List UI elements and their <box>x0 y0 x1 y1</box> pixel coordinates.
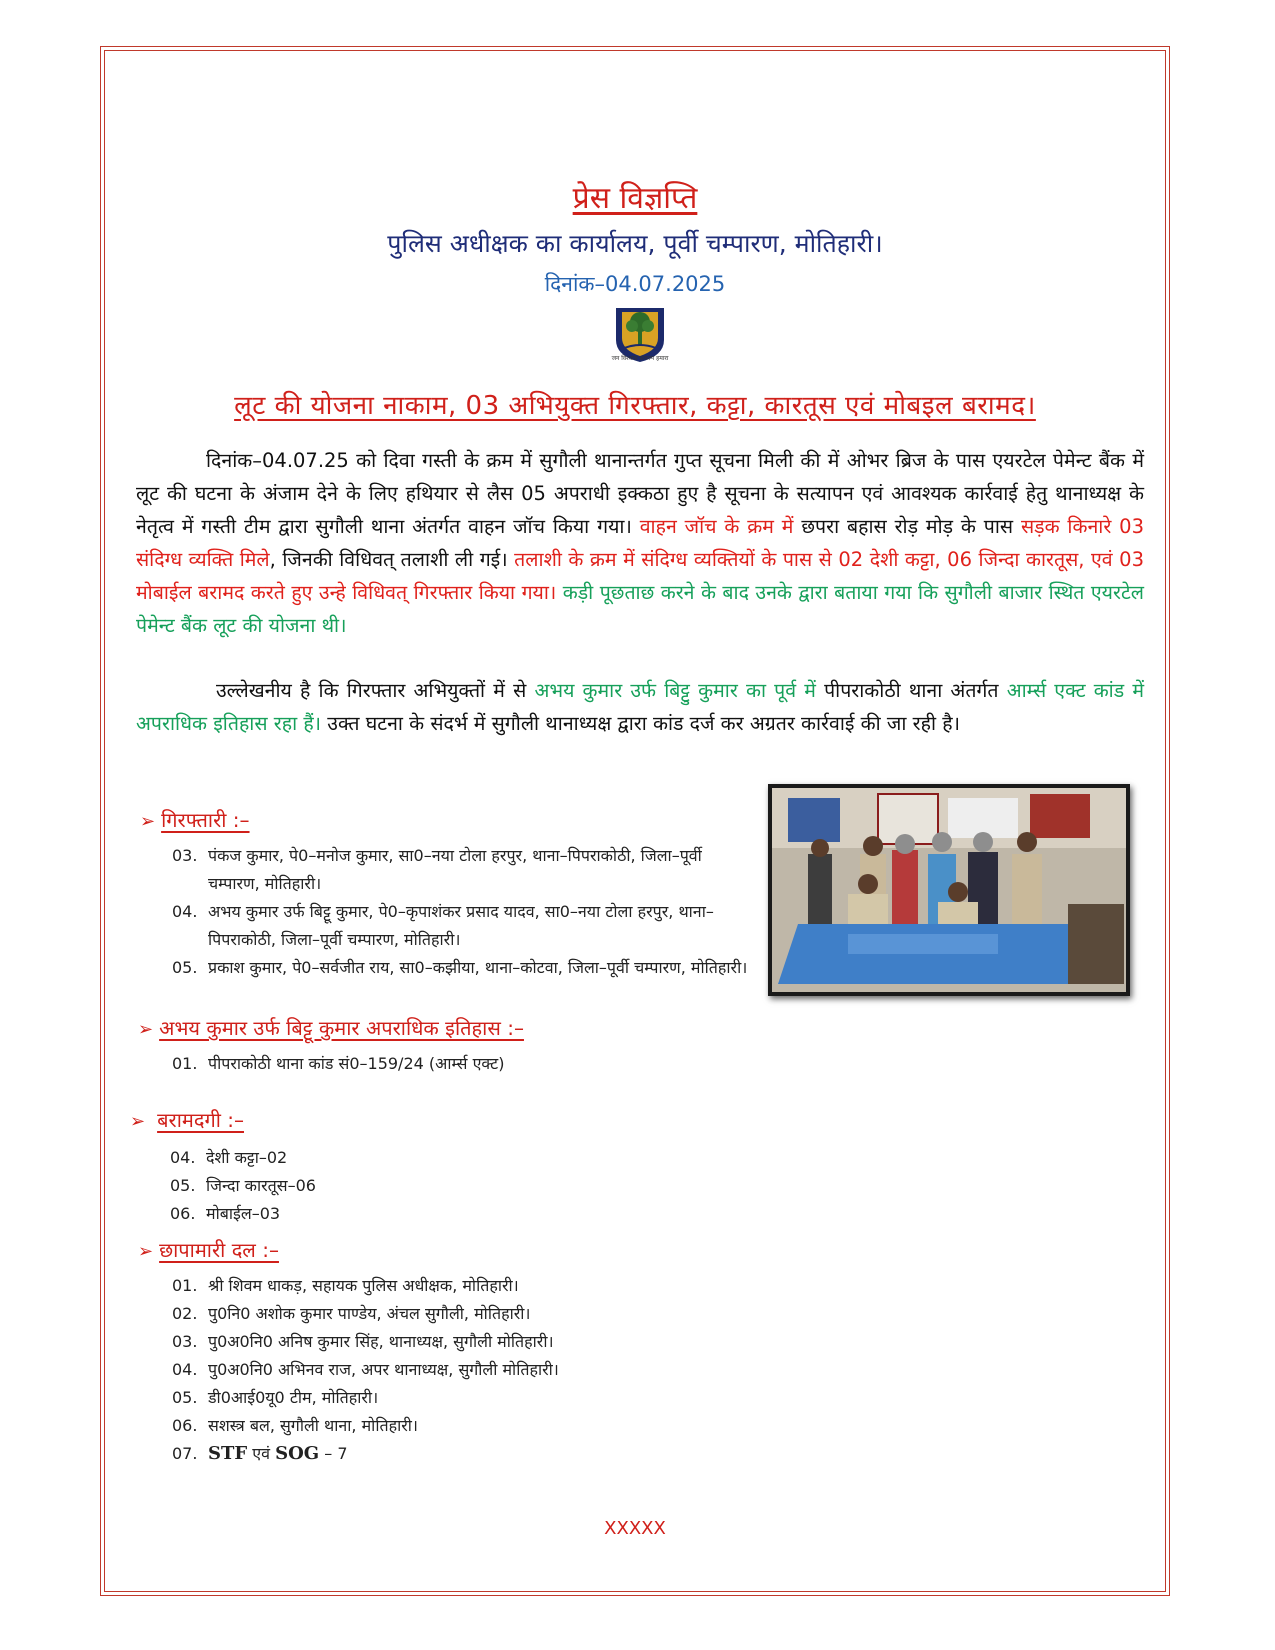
arrow-icon: ➢ <box>138 1241 154 1262</box>
list-item: 05. प्रकाश कुमार, पे0–सर्वजीत राय, सा0–कझीया, थाना–कोटवा, जिला–पूर्वी चम्पारण, मोतिहारी। <box>172 958 748 977</box>
release-date: दिनांक–04.07.2025 <box>544 272 726 296</box>
list-item: 04. देशी कट्टा–02 <box>170 1148 288 1167</box>
list-item: 01. श्री शिवम धाकड़, सहायक पुलिस अधीक्षक, मोतिहारी। <box>172 1276 519 1295</box>
recovery-heading: ➢ बरामदगी :– <box>130 1108 244 1132</box>
arrow-icon: ➢ <box>140 811 156 832</box>
list-item: 04. अभय कुमार उर्फ बिट्टू कुमार, पे0–कृपाशंकर प्रसाद यादव, सा0–नया टोला हरपुर, थाना–पिपराकोठी, जिला–पूर्वी चम्पारण, मोतिहारी। <box>172 902 714 949</box>
headline: लूट की योजना नाकाम, 03 अभियुक्त गिरफ्तार, कट्टा, कारतूस एवं मोबइल बरामद। <box>234 391 1036 421</box>
arrow-icon: ➢ <box>138 1019 154 1040</box>
p1-recovery: तलाशी के क्रम में संदिग्ध व्यक्तियों के पास से 02 देशी कट्टा, 06 जिन्दा कारतूस, एवं 03 मोबाईल बरामद करते हुए उन्हे विधिवत् गिरफ्तार किया गया। <box>136 548 1144 604</box>
p1-location: छपरा बहास रोड़ मोड़ के पास <box>793 515 1014 538</box>
p1-suspects: सड़क किनारे 03 संदिग्ध व्यक्ति मिले <box>136 515 1144 571</box>
p2-station: पीपराकोठी थाना अंतर्गत <box>815 679 999 702</box>
p1-vehicle-check: वाहन जॉच के क्रम में <box>631 515 794 538</box>
list-item: 05. डी0आई0यू0 टीम, मोतिहारी। <box>172 1388 379 1407</box>
list-item: 05. जिन्दा कारतूस–06 <box>170 1176 316 1195</box>
list-item: 03. पु0अ0नि0 अनिष कुमार सिंह, थानाध्यक्ष, सुगौली मोतिहारी। <box>172 1332 554 1351</box>
p2-intro: उल्लेखनीय है कि गिरफ्तार अभियुक्तों में से <box>216 679 527 702</box>
arrow-icon: ➢ <box>130 1111 146 1132</box>
paragraph-1 <box>136 444 1144 642</box>
list-item: 04. पु0अ0नि0 अभिनव राज, अपर थानाध्यक्ष, सुगौली मोतिहारी। <box>172 1360 559 1379</box>
arrested-heading: ➢ गिरफ्तारी :– <box>140 808 250 832</box>
raid-team-list <box>172 1272 872 1468</box>
list-item: 03. पंकज कुमार, पे0–मनोज कुमार, सा0–नया टोला हरपुर, थाना–पिपराकोठी, जिला–पूर्वी चम्पारण, मोतिहारी। <box>172 846 702 893</box>
recovery-list <box>170 1144 670 1228</box>
list-item: 01. पीपराकोठी थाना कांड सं0–159/24 (आर्म्स एक्ट) <box>172 1054 505 1073</box>
list-item: 06. सशस्त्र बल, सुगौली थाना, मोतिहारी। <box>172 1416 418 1435</box>
history-heading: ➢ अभय कुमार उर्फ बिट्टू कुमार अपराधिक इतिहास :– <box>138 1016 524 1040</box>
footer-marker: XXXXX <box>604 1518 666 1539</box>
p1-intro: दिनांक–04.07.25 को दिवा गस्ती के क्रम में सुगौली थानान्तर्गत गुप्त सूचना मिली की में ओभर ब्रिज के पास एयरटेल पेमेन्ट बैंक में लूट की घटना के अंजाम देने के लिए हथियार से लैस 05 अपराधी इक्कठा हुए है सूचना के सत्यापन एवं आवश्यक कार्रवाई हेतु थानाध्यक्ष के नेतृत्व में गस्ती टीम द्वारा सुगौली थाना अंतर्गत वाहन जॉच किया गया। <box>136 449 1144 538</box>
p1-search: , जिनकी विधिवत् तलाशी ली गई। <box>269 548 508 571</box>
list-item: 06. मोबाईल–03 <box>170 1204 281 1223</box>
arrested-list <box>172 842 750 982</box>
raid-team-heading: ➢ छापामारी दल :– <box>138 1238 279 1262</box>
paragraph-2 <box>136 674 1144 740</box>
office-name: पुलिस अधीक्षक का कार्यालय, पूर्वी चम्पारण, मोतिहारी। <box>387 229 883 258</box>
arrest-photo <box>768 784 1130 996</box>
history-list <box>172 1050 872 1078</box>
list-item: 07. STF एवं SOG – 7 <box>172 1443 348 1464</box>
press-release-title: प्रेस विज्ञप्ति <box>572 181 698 216</box>
logo-motto: जन विश्वास संकल्प हमारा <box>611 355 669 362</box>
p2-accused: अभय कुमार उर्फ बिट्टु कुमार का पूर्व में <box>526 679 816 702</box>
p2-history: आर्म्स एक्ट कांड में अपराधिक इतिहास रहा हैं। <box>136 679 1144 735</box>
p1-interrogation: कड़ी पूछताछ करने के बाद उनके द्वारा बताया गया कि सुगौली बाजार स्थित एयरटेल पेमेन्ट बैंक लूट की योजना थी। <box>136 581 1145 637</box>
p2-action: उक्त घटना के संदर्भ में सुगौली थानाध्यक्ष द्वारा कांड दर्ज कर अग्रतर कार्रवाई की जा रही है। <box>321 712 960 735</box>
list-item: 02. पु0नि0 अशोक कुमार पाण्डेय, अंचल सुगौली, मोतिहारी। <box>172 1304 531 1323</box>
